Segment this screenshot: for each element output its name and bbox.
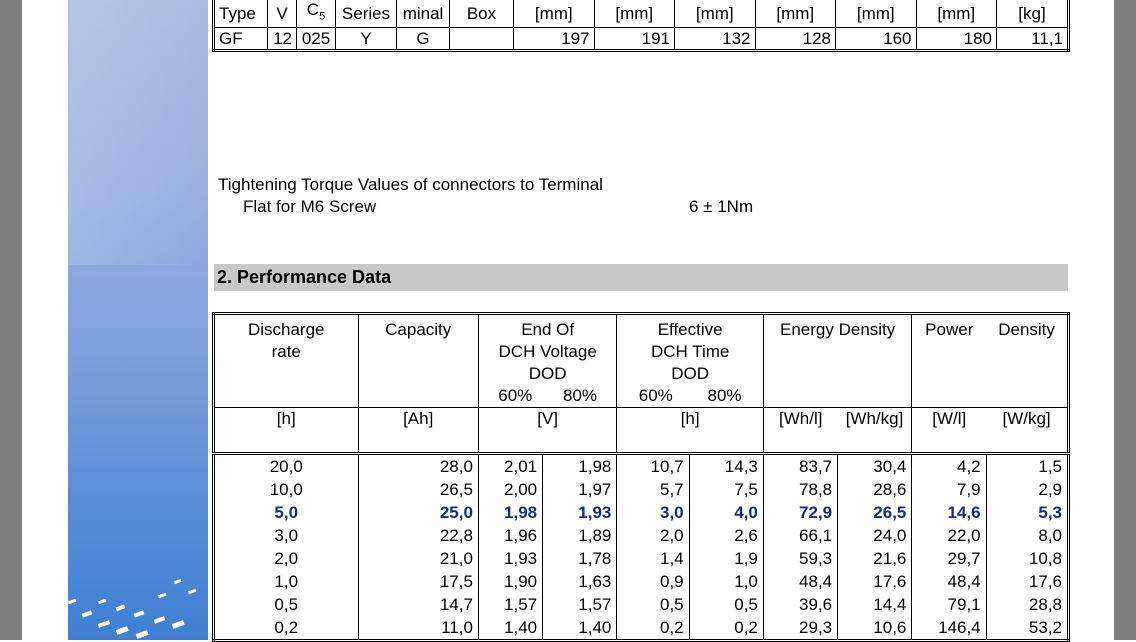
table-cell: 2,0 (214, 547, 359, 570)
table-row (214, 478, 1069, 501)
torque-line-2: Flat for M6 Screw (243, 197, 377, 216)
table-cell: 59,3 (763, 547, 837, 570)
table-cell: 28,6 (838, 478, 912, 501)
table-cell: 28,0 (358, 454, 478, 479)
spec-series: Y (336, 28, 397, 51)
table-cell: 79,1 (912, 593, 986, 616)
spec-h-kg: [kg] (997, 0, 1069, 28)
table-cell: 0,5 (214, 593, 359, 616)
table-cell: 1,90 (478, 570, 542, 593)
spec-box (450, 28, 514, 51)
table-cell: 1,97 (543, 478, 617, 501)
table-cell: 1,57 (543, 593, 617, 616)
table-cell: 2,6 (689, 524, 763, 547)
table-cell: 3,0 (214, 524, 359, 547)
table-cell: 83,7 (763, 454, 837, 479)
table-cell: 53,2 (986, 616, 1068, 641)
perf-h-density: Density (998, 320, 1055, 339)
table-cell: 72,9 (763, 501, 837, 524)
decorative-side-strip (68, 0, 208, 640)
table-cell: 26,5 (838, 501, 912, 524)
spec-type: GF (214, 28, 268, 51)
table-cell: 0,5 (689, 593, 763, 616)
perf-u-v: [V] (478, 408, 616, 454)
table-row (214, 454, 1069, 479)
table-cell: 0,2 (214, 616, 359, 641)
table-cell: 7,9 (912, 478, 986, 501)
table-cell: 1,63 (543, 570, 617, 593)
perf-u-h: [h] (214, 408, 359, 454)
spec-h-mm6: [mm] (916, 0, 997, 28)
table-cell: 21,6 (838, 547, 912, 570)
table-row (214, 593, 1069, 616)
table-cell: 1,89 (543, 524, 617, 547)
spec-mm2: 191 (594, 28, 675, 51)
table-cell: 1,9 (689, 547, 763, 570)
table-cell: 0,2 (689, 616, 763, 641)
table-cell: 5,0 (214, 501, 359, 524)
spec-h-mm3: [mm] (675, 0, 756, 28)
perf-h-discharge: Discharge rate (214, 314, 359, 408)
table-row (214, 524, 1069, 547)
spec-h-c5: $C_5$ (297, 0, 336, 28)
perf-h-effective: Effective DCH Time DOD 60% 80% (617, 314, 764, 408)
section-title: 2. Performance Data (214, 264, 1068, 291)
spec-mm1: 197 (514, 28, 595, 51)
table-cell: 3,0 (617, 501, 689, 524)
table-cell: 5,7 (617, 478, 689, 501)
spec-mm5: 160 (836, 28, 917, 51)
table-cell: 24,0 (838, 524, 912, 547)
spec-mm4: 128 (755, 28, 836, 51)
spec-h-mm1: [mm] (514, 0, 595, 28)
table-row (214, 570, 1069, 593)
table-cell: 17,6 (838, 570, 912, 593)
table-cell: 1,96 (478, 524, 542, 547)
spec-h-mm4: [mm] (755, 0, 836, 28)
spec-header-row (214, 0, 1069, 28)
table-cell: 2,01 (478, 454, 542, 479)
table-cell: 4,2 (912, 454, 986, 479)
table-cell: 1,93 (478, 547, 542, 570)
perf-dod-80-a: 80% (563, 386, 598, 405)
table-cell: 146,4 (912, 616, 986, 641)
spec-mm3: 132 (675, 28, 756, 51)
table-cell: 0,2 (617, 616, 689, 641)
perf-body (214, 454, 1069, 641)
table-cell: 8,0 (986, 524, 1068, 547)
table-cell: 10,7 (617, 454, 689, 479)
table-row (214, 501, 1069, 524)
table-cell: 25,0 (358, 501, 478, 524)
table-cell: 14,7 (358, 593, 478, 616)
table-cell: 2,0 (617, 524, 689, 547)
spec-minal: G (397, 28, 450, 51)
table-cell: 48,4 (763, 570, 837, 593)
table-cell: 29,3 (763, 616, 837, 641)
table-cell: 0,5 (617, 593, 689, 616)
spec-h-mm2: [mm] (594, 0, 675, 28)
table-cell: 10,8 (986, 547, 1068, 570)
table-cell: 5,3 (986, 501, 1068, 524)
perf-dod-60-a: 60% (498, 386, 533, 405)
perf-header-row (214, 314, 1069, 408)
spec-h-mm5: [mm] (836, 0, 917, 28)
table-cell: 1,78 (543, 547, 617, 570)
spec-h-box: Box (450, 0, 514, 28)
torque-value: 6 ± 1Nm (689, 197, 754, 216)
spec-h-v: V (268, 0, 297, 28)
table-cell: 1,98 (543, 454, 617, 479)
table-cell: 29,7 (912, 547, 986, 570)
table-cell: 1,93 (543, 501, 617, 524)
spec-mm6: 180 (916, 28, 997, 51)
table-cell: 39,6 (763, 593, 837, 616)
decorative-dots (68, 560, 208, 640)
spec-kg: 11,1 (997, 28, 1069, 51)
table-cell: 17,5 (358, 570, 478, 593)
table-cell: 14,3 (689, 454, 763, 479)
table-cell: 10,0 (214, 478, 359, 501)
torque-line-1: Tightening Torque Values of connectors to Terminal (218, 175, 603, 194)
perf-h-energy: Energy Density (763, 314, 912, 408)
perf-u-wkg: [W/kg] (986, 408, 1068, 454)
perf-h-end-of-dch: End Of DCH Voltage DOD 60% 80% (478, 314, 616, 408)
perf-h-capacity: Capacity (358, 314, 478, 408)
table-cell: 0,9 (617, 570, 689, 593)
spec-table (212, 0, 1070, 52)
table-cell: 66,1 (763, 524, 837, 547)
table-cell: 1,40 (478, 616, 542, 641)
perf-h-power: Power (925, 320, 974, 339)
table-cell: 14,4 (838, 593, 912, 616)
table-cell: 1,40 (543, 616, 617, 641)
perf-dod-60-b: 60% (638, 386, 673, 405)
table-cell: 1,98 (478, 501, 542, 524)
perf-u-h2: [h] (617, 408, 764, 454)
table-cell: 11,0 (358, 616, 478, 641)
table-cell: 21,0 (358, 547, 478, 570)
spec-c5: 025 (297, 28, 336, 51)
table-cell: 20,0 (214, 454, 359, 479)
table-cell: 4,0 (689, 501, 763, 524)
table-row (214, 547, 1069, 570)
table-cell: 1,0 (689, 570, 763, 593)
spec-h-type: Type (214, 0, 268, 28)
perf-u-ah: [Ah] (358, 408, 478, 454)
table-cell: 26,5 (358, 478, 478, 501)
table-cell: 30,4 (838, 454, 912, 479)
table-row (214, 616, 1069, 641)
spec-v: 12 (268, 28, 297, 51)
table-cell: 14,6 (912, 501, 986, 524)
table-cell: 22,8 (358, 524, 478, 547)
perf-u-whl: [Wh/l] (763, 408, 837, 454)
table-cell: 1,5 (986, 454, 1068, 479)
table-cell: 22,0 (912, 524, 986, 547)
spec-data-row (214, 28, 1069, 51)
table-cell: 2,00 (478, 478, 542, 501)
viewer-right-margin (1114, 0, 1136, 640)
table-cell: 17,6 (986, 570, 1068, 593)
table-cell: 28,8 (986, 593, 1068, 616)
table-cell: 2,9 (986, 478, 1068, 501)
spec-h-series: Series (336, 0, 397, 28)
perf-dod-80-b: 80% (707, 386, 742, 405)
table-cell: 10,6 (838, 616, 912, 641)
perf-u-wl: [W/l] (912, 408, 986, 454)
perf-unit-row (214, 408, 1069, 454)
spec-h-minal: minal (397, 0, 450, 28)
torque-text (218, 174, 603, 218)
table-cell: 7,5 (689, 478, 763, 501)
table-cell: 1,0 (214, 570, 359, 593)
table-cell: 48,4 (912, 570, 986, 593)
viewer-left-margin (0, 0, 22, 640)
table-cell: 78,8 (763, 478, 837, 501)
perf-u-whkg: [Wh/kg] (838, 408, 912, 454)
performance-table (212, 312, 1070, 642)
table-cell: 1,4 (617, 547, 689, 570)
table-cell: 1,57 (478, 593, 542, 616)
